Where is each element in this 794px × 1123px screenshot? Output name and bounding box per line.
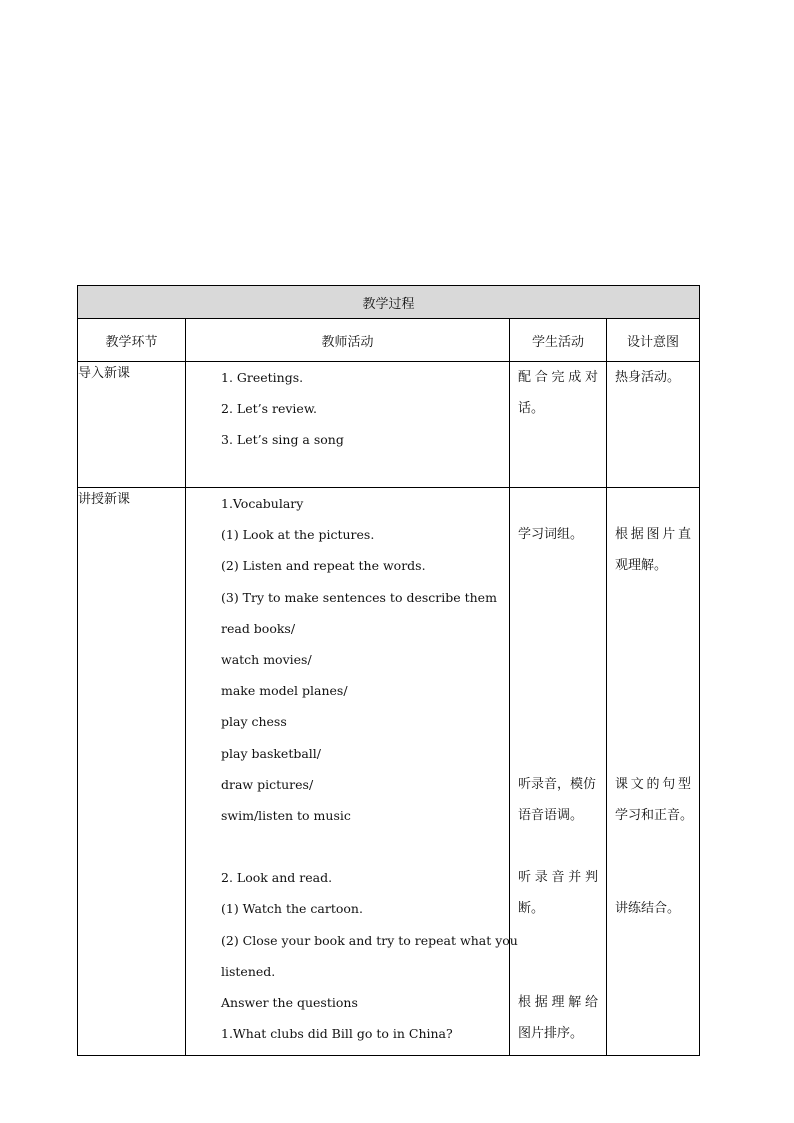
student-line xyxy=(518,962,598,993)
teacher-line: make model planes/ xyxy=(221,683,348,699)
teacher-line: 2. Let’s review. xyxy=(221,401,318,417)
design-intent-cell xyxy=(607,362,700,488)
table-title: 教学过程 xyxy=(78,286,700,319)
teacher-line: play basketball/ xyxy=(221,745,322,761)
teacher-line: read books/ xyxy=(221,620,296,636)
intent-line xyxy=(615,588,691,619)
student-line xyxy=(518,556,598,587)
teacher-line: watch movies/ xyxy=(221,651,312,667)
intent-line xyxy=(615,837,691,868)
student-line xyxy=(518,588,598,619)
student-line xyxy=(518,837,598,868)
student-activity-cell xyxy=(510,488,607,1056)
teacher-activity-cell xyxy=(186,362,510,488)
intent-line: 课文的句型 xyxy=(615,776,692,792)
teacher-line: swim/listen to music xyxy=(221,807,351,823)
student-line xyxy=(518,712,598,743)
table-row xyxy=(78,488,700,1056)
teacher-line: (2) Close your book and try to repeat what you xyxy=(221,932,518,948)
intent-line: 观理解。 xyxy=(615,558,668,574)
design-intent-cell xyxy=(607,488,700,1056)
stage-cell: 讲授新课 xyxy=(78,488,186,1056)
intent-line: 学习和正音。 xyxy=(615,807,694,823)
teacher-line: 1.What clubs did Bill go to in China? xyxy=(221,1026,453,1042)
teacher-line: (1) Look at the pictures. xyxy=(221,527,375,543)
teacher-line: 2. Look and read. xyxy=(221,870,333,886)
lesson-process-table xyxy=(77,285,700,1056)
teacher-line: (1) Watch the cartoon. xyxy=(221,901,363,917)
header-stage: 教学环节 xyxy=(78,319,186,362)
teacher-activity-cell xyxy=(186,488,518,1056)
student-activity-cell xyxy=(510,362,607,488)
stage-cell: 导入新课 xyxy=(78,362,186,488)
table-row xyxy=(78,362,700,488)
intent-line xyxy=(615,619,691,650)
teacher-line: 1.Vocabulary xyxy=(221,496,304,511)
teacher-line: Answer the questions xyxy=(221,995,358,1010)
teacher-line: draw pictures/ xyxy=(221,776,314,792)
student-line: 断。 xyxy=(518,901,545,917)
intent-line xyxy=(615,494,691,525)
student-line: 话。 xyxy=(518,401,545,417)
teacher-line: play chess xyxy=(221,714,287,730)
student-line: 图片排序。 xyxy=(518,1026,584,1042)
intent-line: 讲练结合。 xyxy=(615,901,681,917)
intent-line xyxy=(615,650,691,681)
student-line: 听录音并判 xyxy=(518,870,598,886)
header-student-activity: 学生活动 xyxy=(510,319,607,362)
intent-line xyxy=(615,712,691,743)
student-line: 听录音，模仿 xyxy=(518,776,597,792)
intent-line xyxy=(615,681,691,712)
student-line: 学习词组。 xyxy=(518,527,584,543)
intent-line xyxy=(615,744,691,775)
teacher-line: 3. Let’s sing a song xyxy=(221,432,344,448)
header-teacher-activity: 教师活动 xyxy=(186,319,510,362)
student-line: 根据理解给 xyxy=(518,995,598,1010)
intent-line xyxy=(615,868,691,899)
intent-line: 热身活动。 xyxy=(615,370,681,385)
student-line xyxy=(518,619,598,650)
student-line: 语音语调。 xyxy=(518,807,584,823)
student-line xyxy=(518,494,598,525)
student-line xyxy=(518,931,598,962)
teacher-line: (2) Listen and repeat the words. xyxy=(221,558,426,574)
teacher-line: 1. Greetings. xyxy=(221,370,304,385)
teacher-line: (3) Try to make sentences to describe them xyxy=(221,589,497,605)
student-line xyxy=(518,744,598,775)
student-line xyxy=(518,650,598,681)
teacher-line xyxy=(221,837,501,868)
student-line: 配合完成对 xyxy=(518,370,598,385)
teacher-line: listened. xyxy=(221,963,276,979)
student-line xyxy=(518,681,598,712)
header-design-intent: 设计意图 xyxy=(607,319,700,362)
intent-line: 根据图片直 xyxy=(615,527,692,543)
